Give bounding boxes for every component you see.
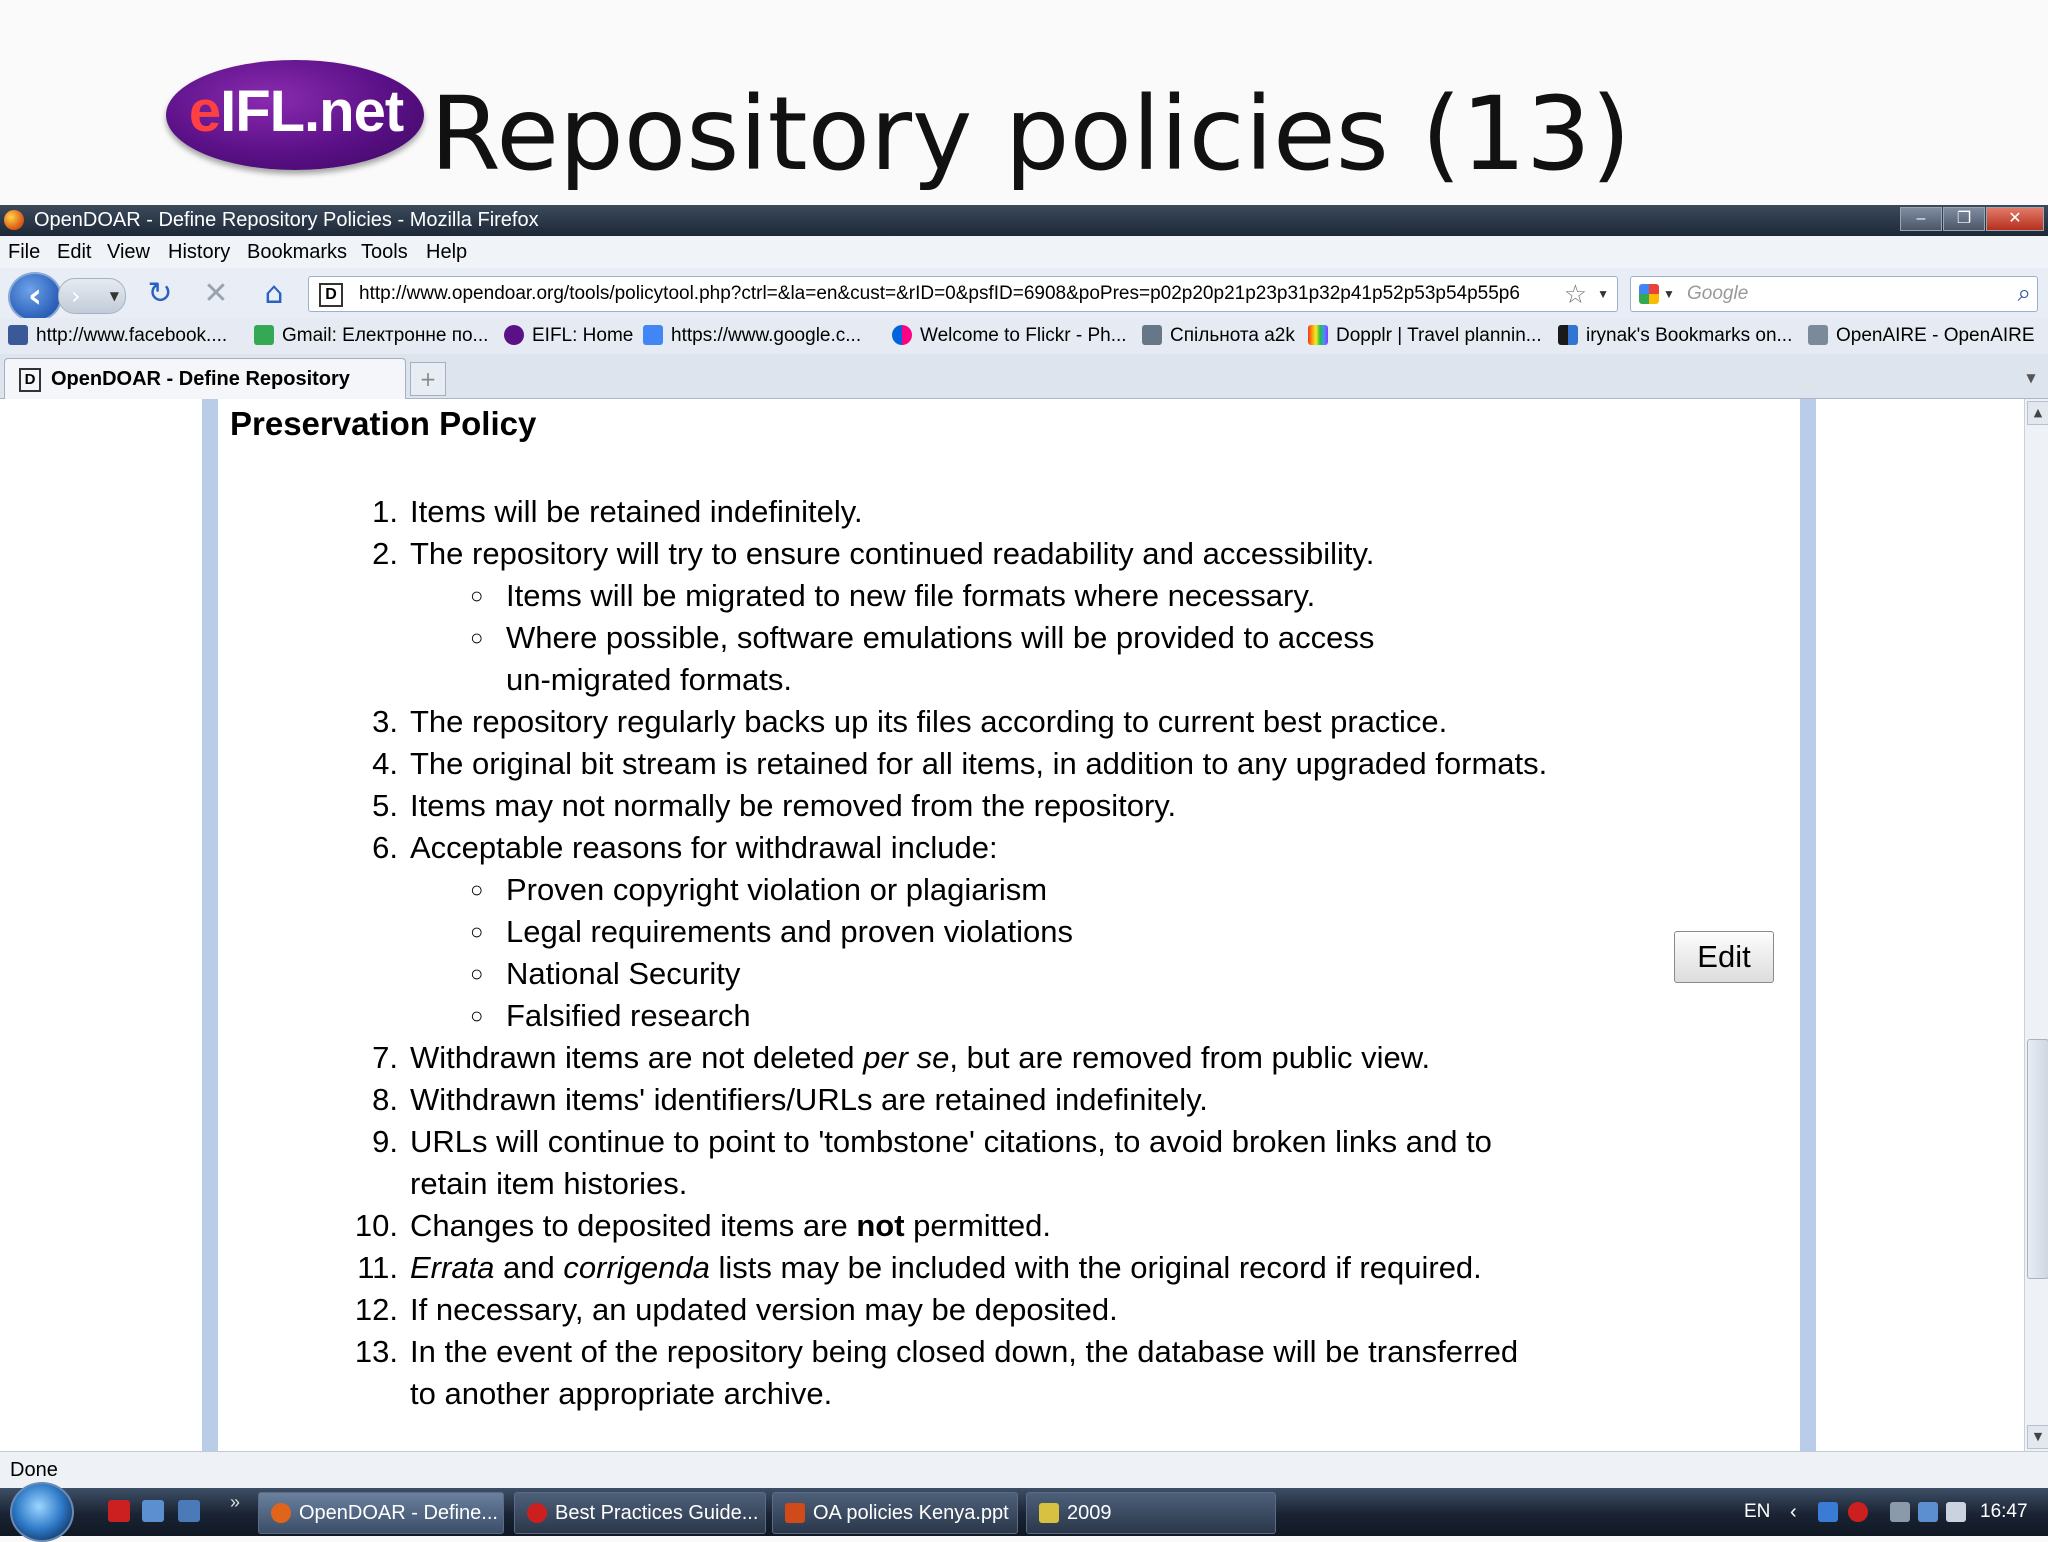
volume-icon[interactable]	[1946, 1502, 1966, 1522]
window-titlebar	[0, 205, 2048, 236]
bookmark-facebook[interactable]: http://www.facebook....	[8, 318, 227, 354]
list-item: 10. Changes to deposited items are not permitted.	[354, 1208, 1051, 1243]
address-bar[interactable]	[308, 276, 1618, 312]
browser-window	[0, 205, 2048, 1488]
sub-list-item: ○ Items will be migrated to new file formats where necessary.	[470, 578, 1316, 613]
google-icon	[254, 325, 274, 345]
task-firefox[interactable]: OpenDOAR - Define...	[258, 1492, 504, 1534]
start-button[interactable]	[10, 1482, 74, 1542]
firefox-icon	[271, 1503, 291, 1523]
menu-bar	[0, 236, 2048, 268]
sub-list-item: ○ Where possible, software emulations will be provided to access un-migrated formats.	[470, 620, 1375, 697]
reload-icon[interactable]: ↻	[147, 276, 173, 311]
search-placeholder[interactable]: Google	[1687, 283, 1749, 304]
close-button[interactable]: ✕	[1986, 207, 2044, 231]
list-item: 8. Withdrawn items' identifiers/URLs are retained indefinitely.	[372, 1082, 1208, 1117]
explorer-icon[interactable]	[142, 1500, 164, 1522]
menu-history[interactable]: History	[168, 241, 231, 263]
list-item: 13. In the event of the repository being closed down, the database will be transferred to another appropriate archive.	[354, 1334, 1519, 1411]
bookmark-google[interactable]: https://www.google.c...	[643, 318, 861, 354]
list-item: 9. URLs will continue to point to 'tombstone' citations, to avoid broken links and to retain item histories.	[372, 1124, 1492, 1201]
page-content	[0, 399, 2024, 1451]
task-opera[interactable]: Best Practices Guide...	[514, 1492, 766, 1534]
scroll-thumb[interactable]	[2027, 1039, 2048, 1279]
slide-title: Repository policies (13)	[430, 75, 1631, 194]
bookmark-delicious[interactable]: irynak's Bookmarks on...	[1558, 318, 1792, 354]
bookmark-openaire[interactable]: OpenAIRE - OpenAIRE	[1808, 318, 2035, 354]
minimize-button[interactable]: –	[1900, 207, 1942, 231]
tab-list-dropdown-icon[interactable]: ▼	[2026, 371, 2036, 385]
list-item: 3. The repository regularly backs up its files according to current best practice.	[372, 704, 1448, 739]
bookmark-dopplr[interactable]: Dopplr | Travel plannin...	[1308, 318, 1542, 354]
eifl-icon	[504, 325, 524, 345]
show-desktop-icon[interactable]	[178, 1500, 200, 1522]
edit-button[interactable]: Edit	[1674, 931, 1774, 983]
bookmark-flickr[interactable]: Welcome to Flickr - Ph...	[892, 318, 1127, 354]
menu-bookmarks[interactable]: Bookmarks	[247, 241, 348, 263]
powerpoint-icon	[785, 1503, 805, 1523]
navigation-toolbar	[0, 268, 2048, 318]
list-item: 1. Items will be retained indefinitely.	[372, 494, 863, 529]
logo-prefix: e	[188, 79, 221, 144]
bookmark-eifl[interactable]: EIFL: Home	[504, 318, 633, 354]
task-powerpoint[interactable]: OA policies Kenya.ppt	[772, 1492, 1018, 1534]
site-favicon: D	[319, 283, 343, 307]
forward-button[interactable]: › ▼	[58, 278, 126, 314]
new-tab-button[interactable]: +	[410, 362, 446, 396]
menu-help[interactable]: Help	[426, 241, 468, 263]
home-icon[interactable]: ⌂	[264, 276, 284, 311]
tab-bar	[0, 354, 2048, 399]
delicious-icon	[1558, 325, 1578, 345]
list-item: 4. The original bit stream is retained for all items, in addition to any upgraded formats.	[372, 746, 1548, 781]
facebook-icon	[8, 325, 28, 345]
list-item: 11. Errata and corrigenda lists may be included with the original record if required.	[357, 1250, 1482, 1285]
status-bar	[0, 1451, 2048, 1489]
bookmark-a2k[interactable]: Спільнота a2k	[1142, 318, 1295, 354]
dopplr-icon	[1308, 325, 1328, 345]
status-text: Done	[10, 1459, 58, 1481]
opera-icon	[527, 1503, 547, 1523]
url-text[interactable]: http://www.opendoar.org/tools/policytool.php?ctrl=&la=en&cust=&rID=0&psfID=6908&poPres=p02p20p21p23p31p32p41p52p53p54p55p6	[359, 283, 1520, 304]
tray-app-icon[interactable]	[1818, 1502, 1838, 1522]
logo-text: IFL.net	[220, 79, 404, 144]
policy-panel	[202, 399, 1816, 1451]
bookmark-star-icon[interactable]: ☆	[1563, 279, 1587, 309]
task-folder[interactable]: 2009	[1026, 1492, 1276, 1534]
menu-view[interactable]: View	[107, 241, 150, 263]
quicklaunch-more-icon[interactable]: »	[230, 1492, 241, 1512]
policy-heading: Preservation Policy	[230, 405, 537, 442]
list-item: 6. Acceptable reasons for withdrawal include: ○ Proven copyright violation or plagiarism ○ Legal requirements and proven violations ○ National Security ○ Falsified research	[218, 827, 1618, 1037]
search-box[interactable]	[1630, 276, 2038, 312]
menu-edit[interactable]: Edit	[57, 241, 92, 263]
sub-list-item: ○ Falsified research	[470, 998, 751, 1033]
search-icon[interactable]: ⌕	[2017, 280, 2031, 307]
maximize-button[interactable]: ❐	[1943, 207, 1985, 231]
taskbar	[0, 1488, 2048, 1536]
clock[interactable]: 16:47	[1980, 1501, 2028, 1522]
sub-list	[410, 869, 1618, 1037]
tray-opera-icon[interactable]	[1848, 1502, 1868, 1522]
list-item: 5. Items may not normally be removed from the repository.	[372, 788, 1177, 823]
sub-list-item: ○ National Security	[470, 956, 741, 991]
menu-tools[interactable]: Tools	[361, 241, 408, 263]
policy-list	[218, 491, 1618, 1415]
scroll-down-icon[interactable]: ▼	[2027, 1425, 2048, 1449]
search-engine-dropdown-icon[interactable]: ▼	[1663, 287, 1675, 301]
openaire-icon	[1808, 325, 1828, 345]
power-icon[interactable]	[1890, 1502, 1910, 1522]
flickr-icon	[892, 325, 912, 345]
tab-label: OpenDOAR - Define Repository	[51, 368, 350, 390]
scroll-up-icon[interactable]: ▲	[2027, 401, 2048, 425]
bookmarks-toolbar	[0, 318, 2048, 354]
back-button[interactable]: ‹	[8, 272, 62, 322]
stop-icon[interactable]: ✕	[203, 276, 229, 311]
history-dropdown-icon[interactable]: ▼	[109, 289, 119, 303]
tray-expand-icon[interactable]: ‹	[1790, 1501, 1797, 1523]
eifl-logo	[166, 60, 424, 170]
list-item: 7. Withdrawn items are not deleted per se, but are removed from public view.	[372, 1040, 1431, 1075]
window-controls	[1899, 207, 2044, 231]
sub-list-item: ○ Proven copyright violation or plagiarism	[470, 872, 1048, 907]
window-title: OpenDOAR - Define Repository Policies - Mozilla Firefox	[34, 209, 539, 231]
tab-opendoar[interactable]	[4, 358, 406, 399]
opera-icon[interactable]	[108, 1500, 130, 1522]
bookmark-gmail[interactable]: Gmail: Електронне по...	[254, 318, 488, 354]
list-item: 2. The repository will try to ensure continued readability and accessibility. ○ Items will be migrated to new file formats where necessary. ○ Where possible, software emulations will be provided to access un-migrated formats.	[218, 533, 1618, 701]
folder-icon	[1039, 1503, 1059, 1523]
firefox-icon	[4, 210, 24, 230]
list-item: 12. If necessary, an updated version may be deposited.	[354, 1292, 1118, 1327]
network-icon[interactable]	[1918, 1502, 1938, 1522]
menu-file[interactable]: File	[8, 241, 41, 263]
pen-icon	[1142, 325, 1162, 345]
search-engine-icon[interactable]	[1639, 284, 1659, 304]
sub-list	[410, 575, 1618, 701]
site-favicon: D	[19, 368, 41, 392]
language-indicator[interactable]: EN	[1744, 1501, 1771, 1522]
google-icon	[643, 325, 663, 345]
sub-list-item: ○ Legal requirements and proven violations	[470, 914, 1073, 949]
slide-header	[0, 0, 2048, 205]
vertical-scrollbar[interactable]	[2024, 399, 2048, 1451]
url-dropdown-icon[interactable]: ▼	[1597, 287, 1609, 301]
